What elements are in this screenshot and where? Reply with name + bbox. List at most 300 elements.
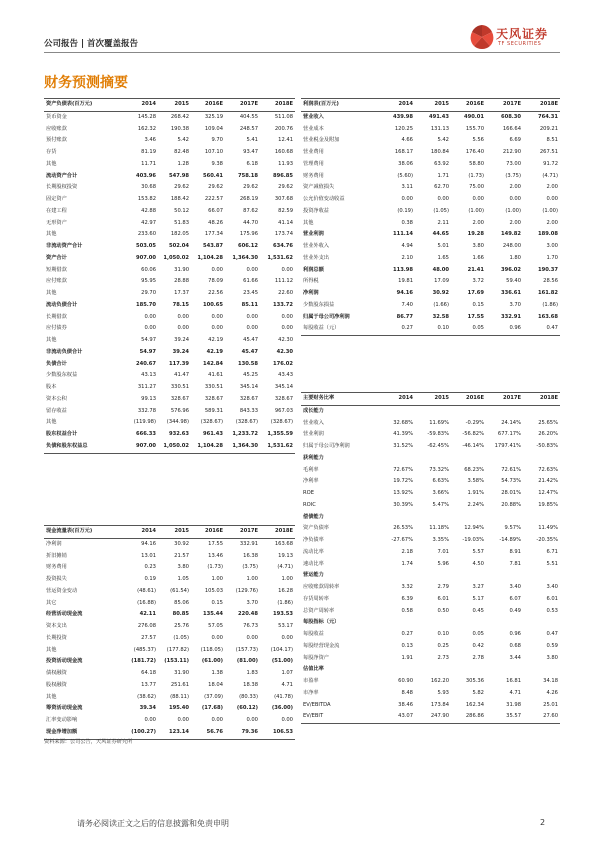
value-cell: 1,104.28 <box>191 441 225 453</box>
value-cell: -14.89% <box>499 537 521 543</box>
value-cell: 0.25 <box>437 642 449 649</box>
value-cell: 29.62 <box>208 184 223 191</box>
year-header-cell: 2017E <box>486 393 523 406</box>
table-row <box>44 551 295 563</box>
value-cell: 19.13 <box>278 552 293 559</box>
value-cell: 117.39 <box>168 360 189 367</box>
table-row <box>44 633 295 645</box>
value-cell: 332.91 <box>500 313 521 320</box>
value-cell: 131.13 <box>430 125 449 132</box>
row-label: 偿债能力 <box>303 513 324 520</box>
row-label: 股本 <box>46 384 57 390</box>
table-row <box>301 147 560 159</box>
value-cell: 0.47 <box>523 323 560 335</box>
value-cell: 345.14 <box>274 384 293 390</box>
value-cell: 764.31 <box>537 113 558 120</box>
value-cell: 0.15 <box>472 301 484 308</box>
row-label: 资本公积 <box>46 395 67 402</box>
value-cell: 491.43 <box>428 113 449 120</box>
value-cell: 17.69 <box>467 290 484 296</box>
value-cell: 82.59 <box>278 207 293 214</box>
value-cell: (1.73) <box>207 564 223 571</box>
row-label: 非流动负债合计 <box>46 348 83 355</box>
value-cell: 79.36 <box>225 727 260 739</box>
value-cell: 155.70 <box>465 125 484 132</box>
value-cell: 3.00 <box>546 243 558 249</box>
value-cell: 189.08 <box>537 231 558 238</box>
row-label: EV/EBIT <box>301 711 381 723</box>
row-label: 利润总额 <box>303 266 324 273</box>
value-cell: 2.00 <box>546 219 558 226</box>
value-cell: 42.19 <box>208 337 223 343</box>
value-cell: 6.01 <box>437 595 449 602</box>
value-cell <box>523 405 560 417</box>
row-label: 营运能力 <box>303 572 324 579</box>
value-cell: 3.80 <box>177 564 189 571</box>
row-label: 营业收入 <box>303 113 324 120</box>
value-cell <box>451 570 486 582</box>
value-cell: 1.66 <box>472 254 484 261</box>
value-cell: 42.19 <box>206 348 223 355</box>
value-cell: 113.98 <box>392 266 413 273</box>
value-cell: 511.08 <box>274 113 293 120</box>
value-cell: 61.66 <box>243 278 258 285</box>
row-label: 所得税 <box>303 278 319 285</box>
row-label: 股东权益合计 <box>46 431 78 437</box>
value-cell: 19.72% <box>393 478 413 485</box>
row-label: 流动负债合计 <box>46 301 78 308</box>
value-cell: 182.05 <box>170 231 189 238</box>
year-header-cell: 2015 <box>415 99 451 112</box>
value-cell: 0.00 <box>211 717 223 723</box>
table-row <box>44 206 295 218</box>
table-row <box>44 715 295 727</box>
value-cell: 78.15 <box>172 301 189 308</box>
value-cell <box>486 617 523 629</box>
value-cell: (38.62) <box>137 693 156 700</box>
value-cell: 100.65 <box>202 301 223 308</box>
row-label: 存货周转率 <box>303 595 329 602</box>
row-label: 财务费用 <box>46 564 67 571</box>
value-cell: 677.17% <box>497 431 521 438</box>
value-cell: 0.00 <box>437 196 449 202</box>
value-cell: 576.96 <box>170 407 189 414</box>
value-cell: 175.96 <box>239 231 258 238</box>
row-label: 其他 <box>46 337 57 343</box>
year-header-cell: 2014 <box>381 393 415 406</box>
value-cell: (0.19) <box>397 207 413 214</box>
value-cell: 2.00 <box>472 219 484 226</box>
value-cell: 6.39 <box>401 595 413 602</box>
value-cell: 57.05 <box>208 623 223 629</box>
table-row <box>301 206 560 218</box>
value-cell: 2.24% <box>467 501 484 508</box>
year-header-cell: 2015 <box>158 99 191 112</box>
value-cell: (1.86) <box>277 599 293 606</box>
table-row <box>301 182 560 194</box>
value-cell: 1.07 <box>281 670 293 676</box>
value-cell: 209.21 <box>539 125 558 132</box>
row-label: 负债和股东权益总 <box>44 441 126 453</box>
value-cell: 6.01 <box>546 595 558 602</box>
value-cell: 251.61 <box>170 681 189 688</box>
year-header-cell: 2018E <box>260 526 295 539</box>
value-cell: 76.73 <box>243 623 258 629</box>
value-cell: 162.20 <box>430 678 449 684</box>
row-label: 财务费用 <box>303 172 324 179</box>
value-cell: 0.00 <box>144 717 156 723</box>
value-cell: -46.14% <box>462 443 484 449</box>
value-cell: (48.61) <box>137 587 156 594</box>
value-cell: 5.57 <box>472 548 484 555</box>
value-cell <box>381 570 415 582</box>
table-row <box>301 159 560 171</box>
value-cell: (181.72) <box>131 658 156 665</box>
value-cell: 173.84 <box>430 701 449 708</box>
value-cell: 25.76 <box>174 623 189 629</box>
row-label: 应收账款周转率 <box>303 584 340 590</box>
table-row <box>301 124 560 136</box>
value-cell: 328.67 <box>274 395 293 402</box>
row-label: 归属于母公司净利润 <box>303 313 350 320</box>
value-cell: 1.91 <box>401 654 413 661</box>
value-cell: (5.60) <box>397 172 413 179</box>
value-cell: 222.57 <box>204 196 223 202</box>
value-cell: 0.53 <box>546 607 558 614</box>
value-cell: 0.13 <box>401 642 413 649</box>
table-row <box>301 276 560 288</box>
row-label: 其他 <box>46 231 57 238</box>
year-header-cell: 2016E <box>191 99 225 112</box>
page-title: 财务预测摘要 <box>44 75 128 91</box>
table-row <box>301 629 560 641</box>
value-cell: 1.83 <box>246 670 258 676</box>
value-cell: 145.28 <box>137 113 156 120</box>
value-cell: 111.14 <box>392 231 413 238</box>
value-cell: 0.10 <box>437 631 449 637</box>
value-cell: 1797.41% <box>494 443 521 449</box>
value-cell: 85.11 <box>241 301 258 308</box>
table-row <box>301 288 560 300</box>
value-cell: 12.94% <box>464 525 484 532</box>
value-cell: 6.71 <box>546 548 558 555</box>
value-cell: 17.09 <box>434 278 449 285</box>
value-cell: 176.40 <box>465 149 484 155</box>
value-cell: 0.27 <box>381 323 415 335</box>
value-cell: 2.00 <box>546 184 558 191</box>
row-label: 应收账款 <box>46 125 67 132</box>
value-cell: 3.27 <box>472 584 484 590</box>
report-type: 公司报告 | 首次覆盖报告 <box>44 39 139 49</box>
value-cell: 200.76 <box>274 125 293 132</box>
value-cell: 1.00 <box>246 576 258 582</box>
value-cell: 336.61 <box>500 290 521 296</box>
value-cell: 0.00 <box>246 717 258 723</box>
value-cell: 286.86 <box>451 711 486 723</box>
value-cell: 81.19 <box>141 149 156 155</box>
table-row <box>44 276 295 288</box>
value-cell: 1,531.62 <box>267 254 293 261</box>
table-row <box>44 680 295 692</box>
value-cell: 93.47 <box>243 149 258 155</box>
value-cell: 330.51 <box>204 384 223 390</box>
value-cell: 0.00 <box>177 313 189 320</box>
value-cell: (1.66) <box>433 301 449 308</box>
value-cell: 31.90 <box>174 266 189 273</box>
value-cell: (153.11) <box>164 658 189 665</box>
value-cell <box>381 617 415 629</box>
value-cell <box>381 405 415 417</box>
value-cell: 1.28 <box>177 160 189 167</box>
table-row <box>44 429 295 441</box>
row-label: 资产负债率 <box>303 525 329 532</box>
value-cell: 9.70 <box>211 137 223 144</box>
value-cell: 16.28 <box>278 587 293 594</box>
value-cell: 20.88% <box>501 501 521 508</box>
table-row <box>301 606 560 618</box>
value-cell: 0.00 <box>281 313 293 320</box>
row-label: 债权融资 <box>46 670 67 676</box>
value-cell: 11.49% <box>538 525 558 532</box>
value-cell: 32.58 <box>432 313 449 320</box>
value-cell: (157.73) <box>235 646 258 653</box>
row-label: 股权融资 <box>46 681 67 688</box>
value-cell: (51.00) <box>271 658 293 665</box>
value-cell: 0.38 <box>401 219 413 226</box>
value-cell: 120.25 <box>394 125 413 132</box>
row-label: 无形资产 <box>46 219 67 226</box>
value-cell: 439.98 <box>392 113 413 120</box>
row-label: 其他 <box>46 693 57 700</box>
value-cell: 5.01 <box>437 243 449 249</box>
row-label: 长期股权投资 <box>46 184 78 191</box>
disclaimer: 请务必阅读正文之后的信息披露和免责申明 <box>77 819 229 828</box>
table-row <box>44 562 295 574</box>
value-cell: 168.17 <box>394 149 413 155</box>
value-cell: 31.90 <box>174 670 189 676</box>
value-cell: 176.02 <box>272 360 293 367</box>
value-cell <box>451 617 486 629</box>
value-cell: 3.70 <box>246 599 258 606</box>
value-cell: 25.65% <box>538 419 558 426</box>
value-cell: 0.15 <box>211 599 223 606</box>
value-cell: 26.20% <box>538 431 558 438</box>
row-label: 负债合计 <box>46 360 67 367</box>
value-cell: 1.70 <box>546 254 558 261</box>
row-label: 流动资产合计 <box>46 172 78 179</box>
table-row <box>301 676 560 688</box>
table-row <box>301 500 560 512</box>
table-row <box>44 171 295 183</box>
value-cell: 27.60 <box>523 711 560 723</box>
value-cell: 0.00 <box>211 325 223 332</box>
value-cell: 2.73 <box>437 654 449 661</box>
value-cell: 11.18% <box>429 525 449 532</box>
table-row <box>44 703 295 715</box>
value-cell: 56.76 <box>191 727 225 739</box>
value-cell: 44.70 <box>243 219 258 226</box>
row-label: 投资净收益 <box>303 207 329 214</box>
value-cell: 28.01% <box>501 490 521 496</box>
value-cell: 59.40 <box>506 278 521 285</box>
table-row <box>44 406 295 418</box>
value-cell: 27.57 <box>141 634 156 641</box>
value-cell <box>381 453 415 465</box>
value-cell: 276.08 <box>137 623 156 629</box>
value-cell: 1,364.30 <box>225 441 260 453</box>
value-cell: 24.14% <box>501 419 521 426</box>
value-cell: 0.96 <box>509 631 521 637</box>
value-cell: 29.70 <box>141 290 156 296</box>
value-cell: 560.41 <box>202 172 223 179</box>
row-label: 每股收益（元） <box>301 323 381 335</box>
value-cell: 54.73% <box>501 478 521 485</box>
value-cell: 247.90 <box>415 711 451 723</box>
value-cell: 29.62 <box>243 184 258 191</box>
value-cell: 26.53% <box>393 525 413 532</box>
value-cell: 72.63% <box>538 466 558 473</box>
table-row <box>301 241 560 253</box>
value-cell: 30.92 <box>174 540 189 547</box>
row-label: 营业外收入 <box>303 243 329 249</box>
table-row <box>301 476 560 488</box>
value-cell: 0.00 <box>246 313 258 320</box>
table-row <box>301 547 560 559</box>
value-cell: 311.27 <box>137 384 156 390</box>
row-label: ROE <box>303 490 314 496</box>
table-row <box>301 218 560 230</box>
row-label: 其他 <box>46 290 57 296</box>
value-cell: 396.02 <box>500 266 521 273</box>
row-label: 归属于母公司净利润 <box>303 443 350 449</box>
value-cell: 163.68 <box>537 313 558 320</box>
table-row <box>301 418 560 430</box>
value-cell: (1.86) <box>542 301 558 308</box>
row-label: 每股经营现金流 <box>303 642 340 649</box>
value-cell: (36.00) <box>271 705 293 712</box>
value-cell: 2.79 <box>437 584 449 590</box>
value-cell <box>523 453 560 465</box>
value-cell: 0.10 <box>415 323 451 335</box>
value-cell: 44.65 <box>432 231 449 238</box>
value-cell: 25.01 <box>543 701 558 708</box>
value-cell <box>381 512 415 524</box>
row-label: 总资产周转率 <box>303 607 335 614</box>
row-label: 经营活动现金流 <box>46 611 83 618</box>
table-row <box>44 656 295 668</box>
value-cell: 17.37 <box>174 290 189 296</box>
value-cell: 162.32 <box>137 125 156 132</box>
table-row <box>301 429 560 441</box>
value-cell: 220.48 <box>237 611 258 618</box>
value-cell: 94.16 <box>396 290 413 296</box>
value-cell: -56.82% <box>462 431 484 438</box>
company-logo <box>470 24 560 52</box>
value-cell: 907.00 <box>126 441 158 453</box>
value-cell: 5.17 <box>472 595 484 602</box>
value-cell: (61.00) <box>201 658 223 665</box>
row-label: 少数股东损益 <box>303 301 335 308</box>
row-label: 管理费用 <box>303 160 324 167</box>
value-cell: 39.24 <box>172 348 189 355</box>
value-cell: 503.05 <box>135 243 156 249</box>
value-cell: 0.00 <box>211 313 223 320</box>
value-cell: 68.23% <box>464 466 484 473</box>
value-cell: 6.69 <box>509 137 521 144</box>
value-cell: 3.80 <box>472 243 484 249</box>
row-label: 应付账款 <box>46 278 67 285</box>
value-cell: 66.07 <box>208 207 223 214</box>
value-cell: 87.62 <box>243 207 258 214</box>
value-cell: 3.32 <box>401 584 413 590</box>
value-cell: 18.38 <box>243 681 258 688</box>
value-cell: 606.12 <box>237 243 258 249</box>
value-cell: 0.59 <box>546 642 558 649</box>
value-cell: 22.60 <box>278 290 293 296</box>
value-cell: 8.48 <box>401 689 413 696</box>
value-cell: 5.96 <box>437 560 449 567</box>
table-row <box>44 441 295 453</box>
value-cell: 5.82 <box>472 689 484 696</box>
value-cell: 8.91 <box>509 548 521 555</box>
value-cell: 1,364.30 <box>232 254 258 261</box>
value-cell: 142.84 <box>202 360 223 367</box>
value-cell: 91.72 <box>543 160 558 167</box>
row-label: 货币资金 <box>46 113 67 120</box>
table-row <box>301 441 560 453</box>
value-cell: 1.05 <box>177 576 189 582</box>
value-cell: (1.05) <box>173 634 189 641</box>
value-cell: (61.54) <box>170 587 189 594</box>
value-cell: 34.18 <box>543 678 558 684</box>
row-label: 净利润 <box>303 290 319 296</box>
value-cell: 190.38 <box>170 125 189 132</box>
value-cell: 332.91 <box>239 540 258 547</box>
row-label: 营业收入 <box>303 419 324 426</box>
row-label: 流动比率 <box>303 548 324 555</box>
value-cell: 85.06 <box>174 599 189 606</box>
value-cell: 13.77 <box>141 681 156 688</box>
year-header-cell: 2016E <box>191 526 225 539</box>
row-label: 投资活动现金流 <box>46 658 83 665</box>
table-row <box>301 512 560 524</box>
value-cell: 41.47 <box>174 372 189 379</box>
value-cell: 267.51 <box>539 149 558 155</box>
value-cell: 3.44 <box>509 654 521 661</box>
value-cell <box>451 664 486 676</box>
value-cell <box>486 664 523 676</box>
table-row <box>44 182 295 194</box>
table-row <box>44 609 295 621</box>
table-row <box>301 653 560 665</box>
income-statement-table <box>301 98 560 336</box>
row-label: 净利润 <box>46 540 62 547</box>
value-cell: 6.63% <box>432 478 449 485</box>
table-row <box>44 241 295 253</box>
table-title-cell: 主要财务比率 <box>301 393 381 406</box>
value-cell: 39.24 <box>174 337 189 343</box>
value-cell: (1.00) <box>468 207 484 214</box>
value-cell: 0.50 <box>437 607 449 614</box>
value-cell: (81.00) <box>236 658 258 665</box>
table-row <box>44 347 295 359</box>
value-cell: 248.00 <box>502 243 521 249</box>
value-cell <box>523 617 560 629</box>
value-cell: 2.00 <box>509 184 521 191</box>
value-cell: 0.00 <box>246 325 258 332</box>
value-cell: 60.06 <box>141 266 156 273</box>
value-cell: 41.14 <box>278 219 293 226</box>
